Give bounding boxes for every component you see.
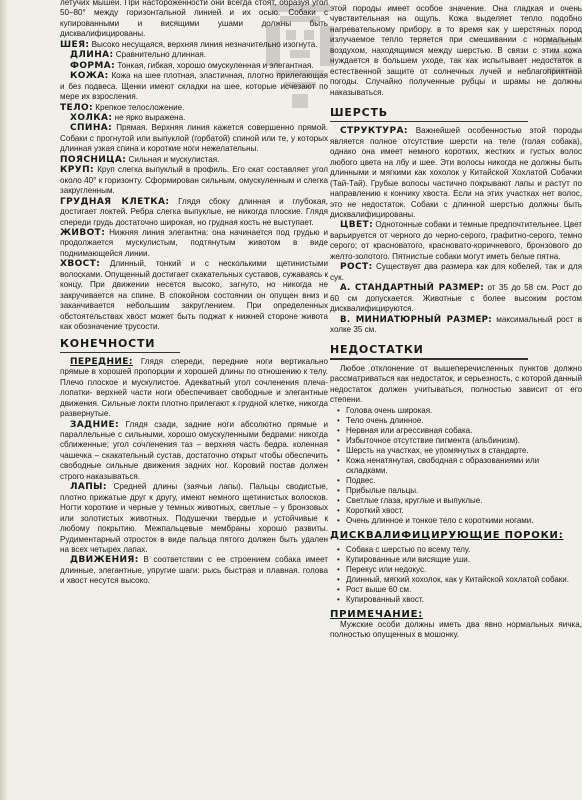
list-item: • Длинный, мягкий хохолок, как у Китайской хохлатой собаки. bbox=[346, 575, 582, 585]
loin-paragraph bbox=[60, 155, 328, 165]
skin-paragraph bbox=[60, 71, 328, 102]
body-label: ТЕЛО: bbox=[60, 102, 94, 113]
faults-list bbox=[330, 406, 582, 526]
height-text: Существует два размера как для кобелей, так и для сук. bbox=[330, 262, 582, 282]
back-text: Прямая. Верхняя линия кажется совершенно прямой. Собаки с прогнутой или выпуклой (горбатой) спиной или те, у которых длинная узкая спина и короткие ноги нежелательны. bbox=[60, 123, 328, 154]
neck-label: ШЕЯ: bbox=[60, 39, 90, 50]
form-label: ФОРМА: bbox=[70, 60, 116, 71]
length-label: ДЛИНА: bbox=[70, 50, 114, 61]
movement-label: ДВИЖЕНИЯ: bbox=[70, 555, 139, 566]
structure-paragraph bbox=[330, 126, 582, 220]
note-heading: ПРИМЕЧАНИЕ: bbox=[330, 608, 424, 620]
neck-paragraph bbox=[60, 40, 328, 50]
neck-text: Высоко несущаяся, верхняя линия незначительно изогнута. bbox=[91, 39, 318, 49]
length-text: Сравнительно длинная. bbox=[115, 50, 206, 60]
structure-text: Важнейшей особенностью этой породы является полное отсутствие шерсти на теле (голая собака), однако она имеет немного коротких, жестких и густых волос любого цвета на лбу и шее. Эти волосы никогда не должны быть длинными и мягкими как хохолок у Китайской Хохлатой Собачки (Тай-Тай). Грубые волосы частично покрывают лапы и растут по направлению к кончику хвоста. Если на этих участках нет волос, это не недостаток. Собаки с длинной шерстью должны быть дисквалифицированы. bbox=[330, 126, 582, 219]
list-item: • Рост выше 60 см. bbox=[346, 585, 582, 595]
coat-heading-rule bbox=[330, 121, 528, 122]
faults-heading: НЕДОСТАТКИ bbox=[330, 343, 424, 357]
length-paragraph bbox=[60, 50, 328, 60]
miniature-size-text: максимальный рост в холке 35 см. bbox=[330, 314, 582, 334]
list-item: • Собака с шерстью по всему телу. bbox=[346, 545, 582, 555]
skin-care-paragraph: этой породы имеет особое значение. Она гладкая и очень чувствительная на ощупь. Кожа выделяет тепло подобно нагревательному прибору. в то время как у шерстяных пород излучаемое тепло теряется при смешивании с нормальным воздухом, находящимся между шерстью. В связи с этим кожа нуждается в большем уходе, так как испытывает недостаток в естественной защите от солнечных лучей и неблагоприятной погоды. Случайно полученные рубцы и шрамы не должны наказываться. bbox=[330, 4, 582, 97]
form-paragraph bbox=[60, 61, 328, 71]
standard-size-text: от 35 до 58 см. Рост до 60 см допускается. Животные с более высоким ростом дисквалифицируются. bbox=[330, 283, 582, 314]
loin-label: ПОЯСНИЦА: bbox=[60, 154, 127, 165]
withers-text: не ярко выражена. bbox=[114, 112, 186, 122]
list-item: • Очень длинное и тонкое тело с короткими ногами. bbox=[346, 516, 582, 526]
form-text: Тонкая, гибкая, хорошо омускуленная и элегантная. bbox=[117, 60, 314, 70]
back-paragraph bbox=[60, 123, 328, 154]
left-column bbox=[60, 0, 328, 798]
color-text: Однотонные собаки и темные предпочтительнее. Цвет варьируется от черного до черно-серого, графитно-серого, темно серого; от красноватого, красновато-коричневого, бронзового до желто-золотого. Пятнистые собаки могут иметь белые пятна. bbox=[330, 220, 582, 261]
standard-size-label: А. СТАНДАРТНЫЙ РАЗМЕР: bbox=[340, 283, 484, 294]
miniature-size-paragraph bbox=[330, 315, 582, 336]
paws-text: Средней длины (заячьи лапы). Пальцы сводистые, плотно прижатые друг к другу, имеют немного щетинистых волосков. Ногти короткие и черные у темных животных, светлые – у бронзовых или золотистых животных. Подушечки твердые и устойчивые к любому покрытию. Межпальцевые мембраны хорошо развиты. Рудиментарный отросток в виде пальца пятого должен быть удален на всех четырех лапах. bbox=[60, 482, 328, 554]
structure-label: СТРУКТУРА: bbox=[340, 126, 408, 137]
back-label: СПИНА: bbox=[70, 123, 113, 134]
color-paragraph bbox=[330, 220, 582, 262]
limbs-heading: КОНЕЧНОСТИ bbox=[60, 336, 156, 350]
list-item: • Шерсть на участках, не упомянутых в стандарте. bbox=[346, 446, 582, 456]
list-item: • Кожа ненатянутая, свободная с образованиями или складками. bbox=[346, 456, 582, 476]
list-item: • Голова очень широкая. bbox=[346, 406, 582, 416]
standard-size-paragraph bbox=[330, 283, 582, 314]
hind-legs-text: Глядя сзади, задние ноги абсолютно прямые и параллельные с сильными, хорошо омускуленными бедрами: никогда сближенные; угол сочленения таз – верхняя часть бедра. коленная чашечка – скакательный сустав, достаточно открыт чтобы обеспечить свободные сильные движения задних ног. Коровий постав должен строго наказываться. bbox=[60, 419, 328, 481]
faults-intro: Любое отклонение от вышеперечисленных пунктов должно рассматриваться как недостаток, и серьезность, с которой данный недостаток должен учитываться, полностью зависит от его степени. bbox=[330, 363, 582, 405]
list-item: • Перекус или недокус. bbox=[346, 565, 582, 575]
list-item: • Подвес. bbox=[346, 476, 582, 486]
list-item: • Избыточное отсутствие пигмента (альбинизм). bbox=[346, 436, 582, 446]
front-legs-text: Глядя спереди, передние ноги вертикально прямые в хорошей пропорции и хорошей длины по отношению к телу. Плечо плоское и мускулистое. Адекватный угол сочленения плеча-лопатки- верхней части ноги обеспечивает свободные и элегантные движения. Сильные локти плотно прилегают к грудной клетке, никогда развернутые. bbox=[60, 356, 328, 419]
note-text: Мужские особи должны иметь два явно нормальных яичка, полностью опущенных в мошонку. bbox=[330, 619, 582, 639]
list-item: • Прибылые пальцы. bbox=[346, 486, 582, 496]
disqualifying-list bbox=[330, 545, 582, 605]
page-fold-shadow bbox=[0, 0, 8, 800]
front-legs-paragraph bbox=[60, 357, 328, 420]
disqualifying-heading: ДИСКВАЛИФИЦИРУЮЩИЕ ПОРОКИ: bbox=[330, 529, 564, 541]
skin-label: КОЖА: bbox=[70, 71, 109, 82]
loin-text: Сильная и мускулистая. bbox=[128, 154, 220, 164]
tail-label: ХВОСТ: bbox=[60, 259, 101, 270]
chest-paragraph bbox=[60, 197, 328, 228]
croup-text: Круп слегка выпуклый в профиль. Его скат составляет угол около 40° к горизонту. Сформирован сильным, омускуленным и слегка закругленным. bbox=[60, 165, 328, 196]
tail-text: Длинный, тонкий и с несколькими щетинистыми волосками. Опущенный достигает скакательных суставов, сужаваясь к концу. При движении несется высоко, загнуто, но никогда не закручивается на спине. В спокойном состоянии он опущен вниз и заканчивается небольшим закруглением. При определенных обстоятельствах хвост может быть поджат к нижней стороне живота как обозначение трусости. bbox=[60, 259, 328, 332]
front-legs-label: ПЕРЕДНИЕ: bbox=[70, 356, 133, 367]
movement-text: В соответствии с ее строением собака имеет длинные, элегантные, упругие шаги: рысь быстрая и плавная. голова и хвост несутся высоко. bbox=[60, 555, 328, 586]
body-paragraph bbox=[60, 103, 328, 113]
croup-paragraph bbox=[60, 165, 328, 196]
body-text: Крепкое телосложение. bbox=[95, 102, 185, 112]
coat-heading: ШЕРСТЬ bbox=[330, 106, 388, 120]
limbs-heading-rule bbox=[60, 352, 180, 353]
withers-paragraph bbox=[60, 113, 328, 123]
chest-text: Глядя сбоку длинная и глубокая, достигает локтей. Ребра слегка выпуклые, не никогда плоские. Глядя спереди грудь достаточно широкая, но грудная кость не выступает. bbox=[60, 196, 328, 227]
croup-label: КРУП: bbox=[60, 165, 95, 176]
ears-paragraph-end: летучих мышей. При настороженности они всегда стоят, образуя угол 50–80° между горизонтальной линией и их осью. Собаки с купированными и висящими ушами должны быть дисквалифицированы. bbox=[60, 0, 328, 39]
paws-paragraph bbox=[60, 482, 328, 555]
belly-paragraph bbox=[60, 228, 328, 259]
list-item: • Нервная или агрессивная собака. bbox=[346, 426, 582, 436]
list-item: • Купированные или висящие уши. bbox=[346, 555, 582, 565]
miniature-size-label: В. МИНИАТЮРНЫЙ РАЗМЕР: bbox=[340, 314, 492, 325]
tail-paragraph bbox=[60, 259, 328, 332]
paws-label: ЛАПЫ: bbox=[70, 482, 107, 493]
chest-label: ГРУДНАЯ КЛЕТКА: bbox=[60, 196, 170, 207]
list-item: • Купированный хвост. bbox=[346, 595, 582, 605]
color-label: ЦВЕТ: bbox=[340, 220, 374, 231]
height-label: РОСТ: bbox=[340, 262, 373, 273]
belly-text: Нижняя линия элегантна: она начинается под грудью и продолжается мускулистым, подтянутым животом в виде поднимающейся линии. bbox=[60, 227, 328, 258]
list-item: • Светлые глаза, круглые и выпуклые. bbox=[346, 496, 582, 506]
height-paragraph bbox=[330, 262, 582, 283]
belly-label: ЖИВОТ: bbox=[60, 227, 106, 238]
withers-label: ХОЛКА: bbox=[70, 112, 113, 123]
skin-text: Кожа на шее плотная, эластичная, плотно прилегающая и без подвеса. Щенки имеют складки на шее, которые исчезают по мере их взросления. bbox=[60, 71, 328, 102]
list-item: • Тело очень длинное. bbox=[346, 416, 582, 426]
right-column bbox=[330, 4, 582, 800]
movement-paragraph bbox=[60, 555, 328, 586]
list-item: • Короткий хвост. bbox=[346, 506, 582, 516]
hind-legs-paragraph bbox=[60, 420, 328, 483]
faults-heading-rule bbox=[330, 358, 528, 359]
hind-legs-label: ЗАДНИЕ: bbox=[70, 419, 119, 430]
